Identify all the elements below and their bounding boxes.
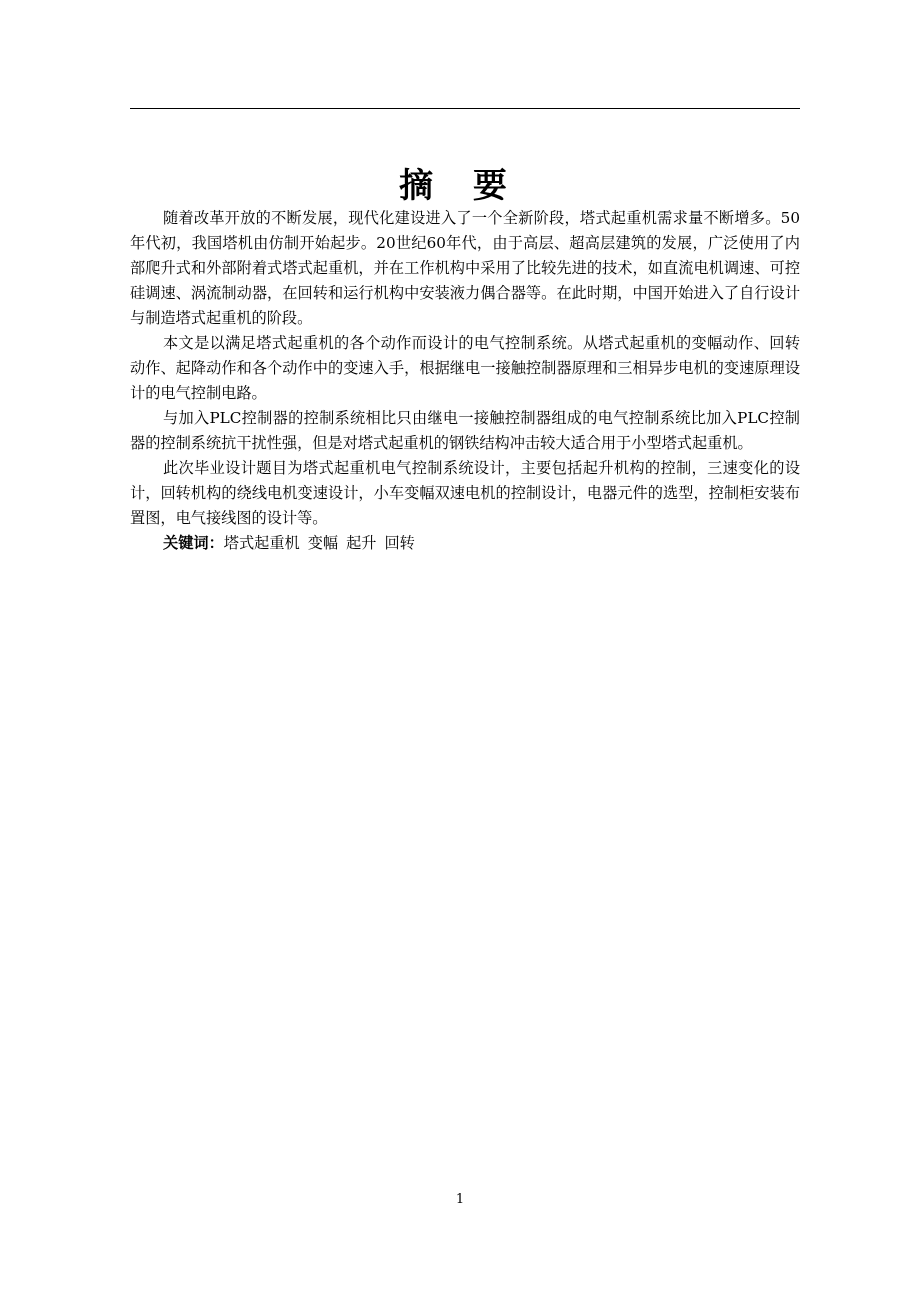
abstract-paragraph-3: 与加入PLC控制器的控制系统相比只由继电一接触控制器组成的电气控制系统比加入PLC控制器的控制系统抗干扰性强，但是对塔式起重机的钢铁结构冲击较大适合用于小型塔式起重机。 xyxy=(130,409,800,452)
keyword: 起升 xyxy=(346,534,377,552)
keywords-line xyxy=(130,531,800,556)
keyword: 变幅 xyxy=(307,534,339,552)
keywords-label: 关键词： xyxy=(163,534,224,552)
keyword: 塔式起重机 xyxy=(223,534,300,552)
page-number: 1 xyxy=(455,1192,465,1207)
keyword: 回转 xyxy=(384,534,415,552)
abstract-title: 摘 要 xyxy=(399,166,521,206)
abstract-paragraph-4: 此次毕业设计题目为塔式起重机电气控制系统设计，主要包括起升机构的控制，三速变化的设计，回转机构的绕线电机变速设计，小车变幅双速电机的控制设计，电器元件的选型，控制柜安装布置图，电气接线图的设计等。 xyxy=(130,459,800,527)
abstract-paragraph-2: 本文是以满足塔式起重机的各个动作而设计的电气控制系统。从塔式起重机的变幅动作、回转动作、起降动作和各个动作中的变速入手，根据继电一接触控制器原理和三相异步电机的变速原理设计的电气控制电路。 xyxy=(130,334,800,402)
abstract-paragraph-1: 随着改革开放的不断发展，现代化建设进入了一个全新阶段，塔式起重机需求量不断增多。50年代初，我国塔机由仿制开始起步。20世纪60年代，由于高层、超高层建筑的发展，广泛使用了内部爬升式和外部附着式塔式起重机，并在工作机构中采用了比较先进的技术，如直流电机调速、可控硅调速、涡流制动器，在回转和运行机构中安装液力偶合器等。在此时期，中国开始进入了自行设计与制造塔式起重机的阶段。 xyxy=(130,209,800,327)
header-rule xyxy=(130,108,800,109)
abstract-body xyxy=(130,206,800,556)
